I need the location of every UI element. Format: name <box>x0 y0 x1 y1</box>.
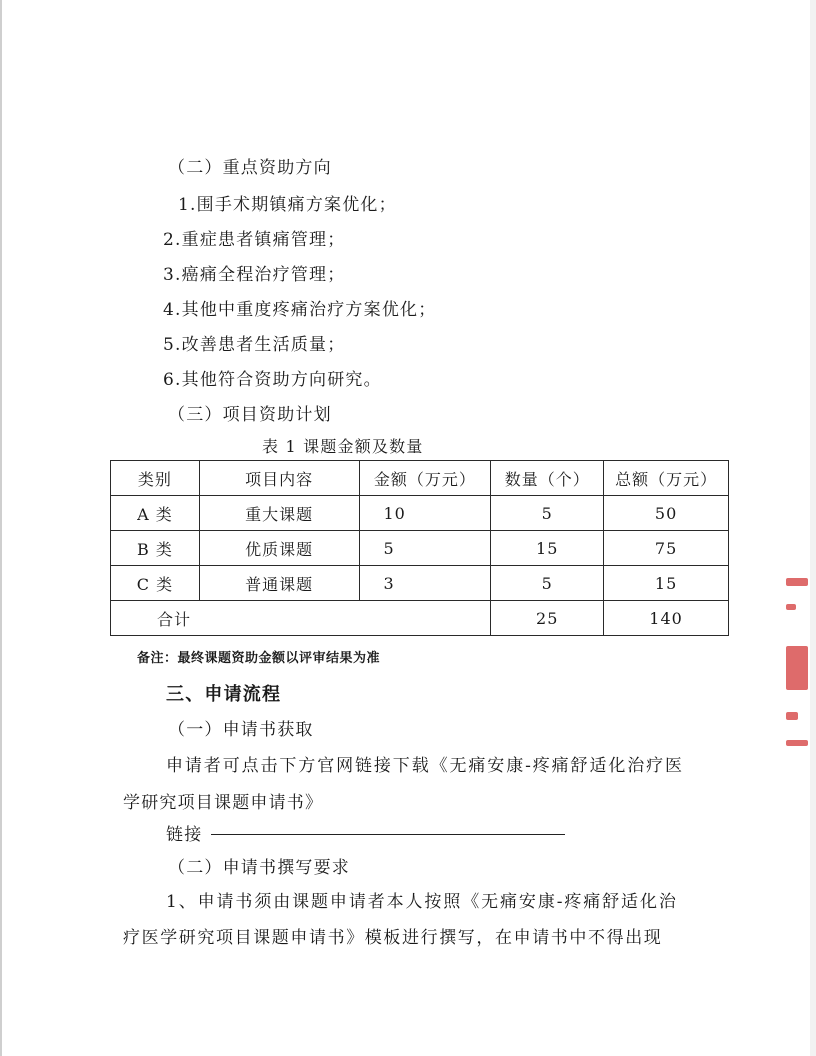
link-label: 链接 <box>166 825 203 845</box>
table-cell: 5 <box>491 566 604 601</box>
table-cell: 75 <box>604 531 729 566</box>
section-heading-funding-direction: （二）重点资助方向 <box>168 158 332 178</box>
page-right-edge <box>810 0 816 1056</box>
seal-fragment <box>786 712 798 720</box>
table-cell: C 类 <box>111 566 200 601</box>
link-blank-line[interactable] <box>211 834 565 835</box>
table-cell: 普通课题 <box>199 566 359 601</box>
column-header: 数量（个） <box>491 461 604 496</box>
subheading-obtain-application: （一）申请书获取 <box>168 720 314 740</box>
paragraph: 申请者可点击下方官网链接下载《无痛安康-疼痛舒适化治疗医 <box>166 756 684 776</box>
table-cell: 5 <box>491 496 604 531</box>
column-header: 金额（万元） <box>359 461 491 496</box>
table-row <box>111 496 729 531</box>
table-cell: 10 <box>359 496 491 531</box>
seal-fragment <box>786 604 796 610</box>
table-cell: 15 <box>491 531 604 566</box>
table-total-row <box>111 601 729 636</box>
table-cell: 15 <box>604 566 729 601</box>
table-row <box>111 566 729 601</box>
table-note: 备注：最终课题资助金额以评审结果为准 <box>137 651 381 666</box>
paragraph: 学研究项目课题申请书》 <box>123 793 324 813</box>
section-heading-application-process: 三、申请流程 <box>166 684 282 705</box>
column-header: 总额（万元） <box>604 461 729 496</box>
table-cell: 优质课题 <box>199 531 359 566</box>
table-cell: A 类 <box>111 496 200 531</box>
table-cell: 重大课题 <box>199 496 359 531</box>
list-item: 2.重症患者镇痛管理； <box>163 230 346 250</box>
total-amount: 140 <box>604 601 729 636</box>
table-row <box>111 531 729 566</box>
column-header: 类别 <box>111 461 200 496</box>
section-heading-funding-plan: （三）项目资助计划 <box>168 405 332 425</box>
list-item: 3.癌痛全程治疗管理； <box>163 265 346 285</box>
subheading-writing-requirements: （二）申请书撰写要求 <box>168 858 350 878</box>
list-item: 4.其他中重度疼痛治疗方案优化； <box>163 300 437 320</box>
seal-fragment <box>786 578 808 586</box>
funding-table <box>110 460 729 636</box>
paragraph: 1、申请书须由课题申请者本人按照《无痛安康-疼痛舒适化治 <box>166 892 678 912</box>
table-caption: 表 1 课题金额及数量 <box>262 437 424 456</box>
column-header: 项目内容 <box>199 461 359 496</box>
list-item: 6.其他符合资助方向研究。 <box>163 370 382 390</box>
page-left-edge <box>0 0 2 1056</box>
table-cell: 5 <box>359 531 491 566</box>
table-cell: B 类 <box>111 531 200 566</box>
seal-fragment <box>786 646 808 690</box>
total-count: 25 <box>491 601 604 636</box>
paragraph: 疗医学研究项目课题申请书》模板进行撰写，在申请书中不得出现 <box>123 928 663 948</box>
table-cell: 50 <box>604 496 729 531</box>
total-label: 合计 <box>111 601 491 636</box>
seal-fragment <box>786 740 808 746</box>
list-item: 1.围手术期镇痛方案优化； <box>178 195 397 215</box>
table-header-row <box>111 461 729 496</box>
table-cell: 3 <box>359 566 491 601</box>
list-item: 5.改善患者生活质量； <box>163 335 346 355</box>
